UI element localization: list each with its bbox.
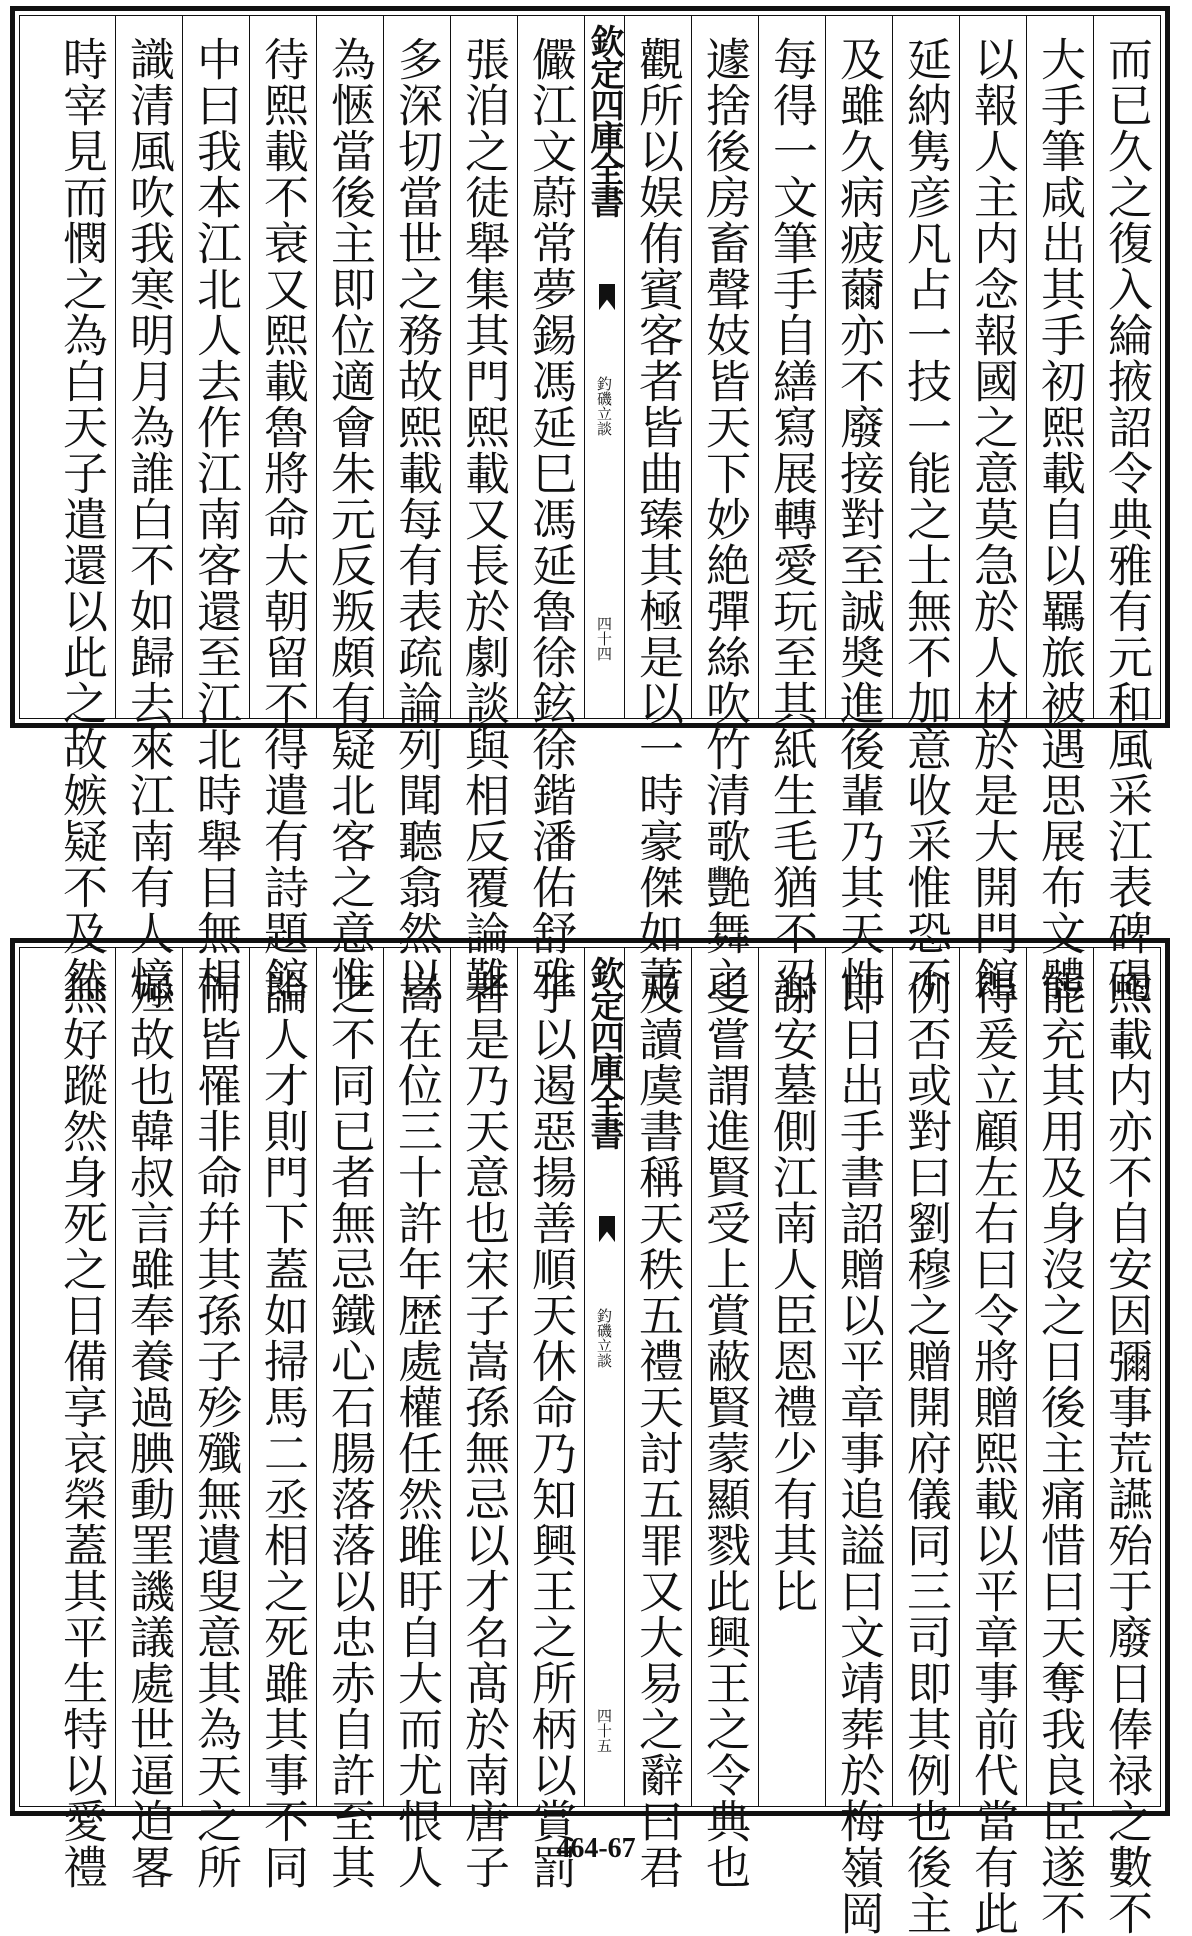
column-text: 熙載内亦不自安因彌事荒讌殆于廢日俸禄之數不 [1100,970,1153,1936]
column-text: 張洎之徒舉集其門熙載又長於劇談與相反覆論難 [457,36,510,1002]
column-text: 遽捨後房畜聲妓皆天下妙絶彈絲吹竹清歌艷舞之 [698,36,751,1002]
text-column [517,948,584,1890]
text-column [316,948,383,1890]
text-column [691,948,758,1890]
column-text: 儼江文蔚常夢錫馮延巳馮延魯徐鉉徐鍇潘佑舒雅 [524,36,577,1002]
text-column [182,16,249,1002]
text-column [517,16,584,1002]
folio-number: 四十五 [595,1708,613,1753]
text-column [249,16,316,1002]
fishtail-mark [599,284,615,310]
text-column [624,16,691,1002]
column-text: 能充其用及身沒之日後主痛惜曰天奪我良臣遂不 [1033,970,1086,1936]
column-text: 無好蹤然身死之日備享哀榮蓋其平生特以愛禮 [55,970,108,1890]
upper-page-frame [19,15,1161,1002]
text-column [383,16,450,1002]
text-column [1026,948,1093,1936]
center-gutter [584,948,624,1806]
text-column [959,16,1026,1002]
column-text: 及雖久病疲薾亦不廢接對至誠奬進後輩乃其天性 [832,36,885,1002]
text-column [825,16,892,1002]
text-column [316,16,383,1002]
text-column [48,16,115,1002]
column-text: 者是乃天意也宋子嵩孫無忌以才名髙於南唐子 [457,970,510,1890]
text-column [249,948,316,1890]
column-text: 每得一文筆手自繕寫展轉愛玩至其紙生毛猶不忍 [765,36,818,1002]
text-column [383,948,450,1890]
upper-columns [20,16,1160,1002]
column-text: 殛故也韓叔言雖奉養過腆動罣譏議處世逼迫畧 [122,970,175,1890]
column-text: 大手筆咸出其手初熙載自以羈旅被遇思展布文體 [1033,36,1086,1002]
text-column [825,948,892,1936]
column-text: 延納隽彦凡占一技一能之士無不加意收采惟恐不 [899,36,952,1002]
book-title: 欽定四庫全書 [584,956,624,1148]
text-column [182,948,249,1890]
folio-number: 四十四 [595,616,613,661]
column-text: 為愜當後主即位適會朱元反叛頗有疑北客之意惟 [323,36,376,1002]
column-text: 之不同已者無忌鐵心石腸落落以忠赤自許至其 [323,970,376,1890]
text-column [758,16,825,1002]
chapter-title: 釣磯立談 [595,1308,613,1368]
text-column [758,948,825,1806]
text-column [892,16,959,1002]
text-column [48,948,115,1890]
text-column [959,948,1026,1936]
column-text: 時宰見而憫之為白天子遣還以此之故嫉疑不及然 [55,36,108,1002]
book-title: 欽定四庫全書 [584,24,624,216]
column-text: 子以遏惡揚善順天休命乃知興王之所柄以賞罰 [524,970,577,1890]
text-column [1093,948,1160,1936]
chapter-title: 釣磯立談 [595,376,613,436]
column-text: 識清風吹我寒明月為誰白不如歸去來江南有人憶 [122,36,175,1002]
column-text: 中曰我本江北人去作江南客還至江北時舉目無相 [189,36,242,1002]
column-text: 以報人主内念報國之意莫急於人材於是大開門館 [966,36,1019,1002]
column-text: 謝安墓側江南人臣恩禮少有其比 [765,970,818,1614]
column-text: 而已久之復入綸掖詔令典雅有元和風采江表碑碣 [1100,36,1153,1002]
column-text: 多深切當世之務故熙載每有表疏論列聞聽翕然以 [390,36,443,1002]
text-column [691,16,758,1002]
column-text: 而皆罹非命幷其孫子殄殲無遺叟意其為天之所 [189,970,242,1890]
text-column [450,16,517,1002]
column-text: 論人才則門下蓋如掃馬二丞相之死雖其事不同 [256,970,309,1890]
column-text: 觀所以娱侑賓客者皆曲臻其極是以一時豪傑如蕭 [631,36,684,1002]
upper-page-panel [10,6,1170,1002]
column-text: 嵩在位三十許年歴處權任然雎盱自大而尤恨人 [390,970,443,1890]
text-column [450,948,517,1890]
column-text: 待熙載不衰又熙載魯將命大朝留不得遣有詩題館 [256,36,309,1002]
text-column [115,16,182,1002]
text-column [1026,16,1093,1002]
text-column [892,948,959,1936]
center-gutter [584,16,624,718]
column-text: 及讀虞書稱天秩五禮天討五罪又大易之辭曰君 [631,970,684,1890]
fishtail-mark [599,1216,615,1242]
column-text: 例否或對曰劉穆之贈開府儀同三司即其例也後主 [899,970,952,1936]
column-text: 叟嘗謂進賢受上賞蔽賢蒙顯戮此興王之令典也 [698,970,751,1890]
column-text: 得爰立顧左右曰令將贈熙載以平章事前代當有此 [966,970,1019,1936]
text-column [115,948,182,1890]
page-number: 464-67 [556,1833,636,1864]
text-column [1093,16,1160,1002]
column-text: 即日出手書詔贈以平章事追謚曰文靖葬於梅嶺岡 [832,970,885,1936]
text-column [624,948,691,1890]
